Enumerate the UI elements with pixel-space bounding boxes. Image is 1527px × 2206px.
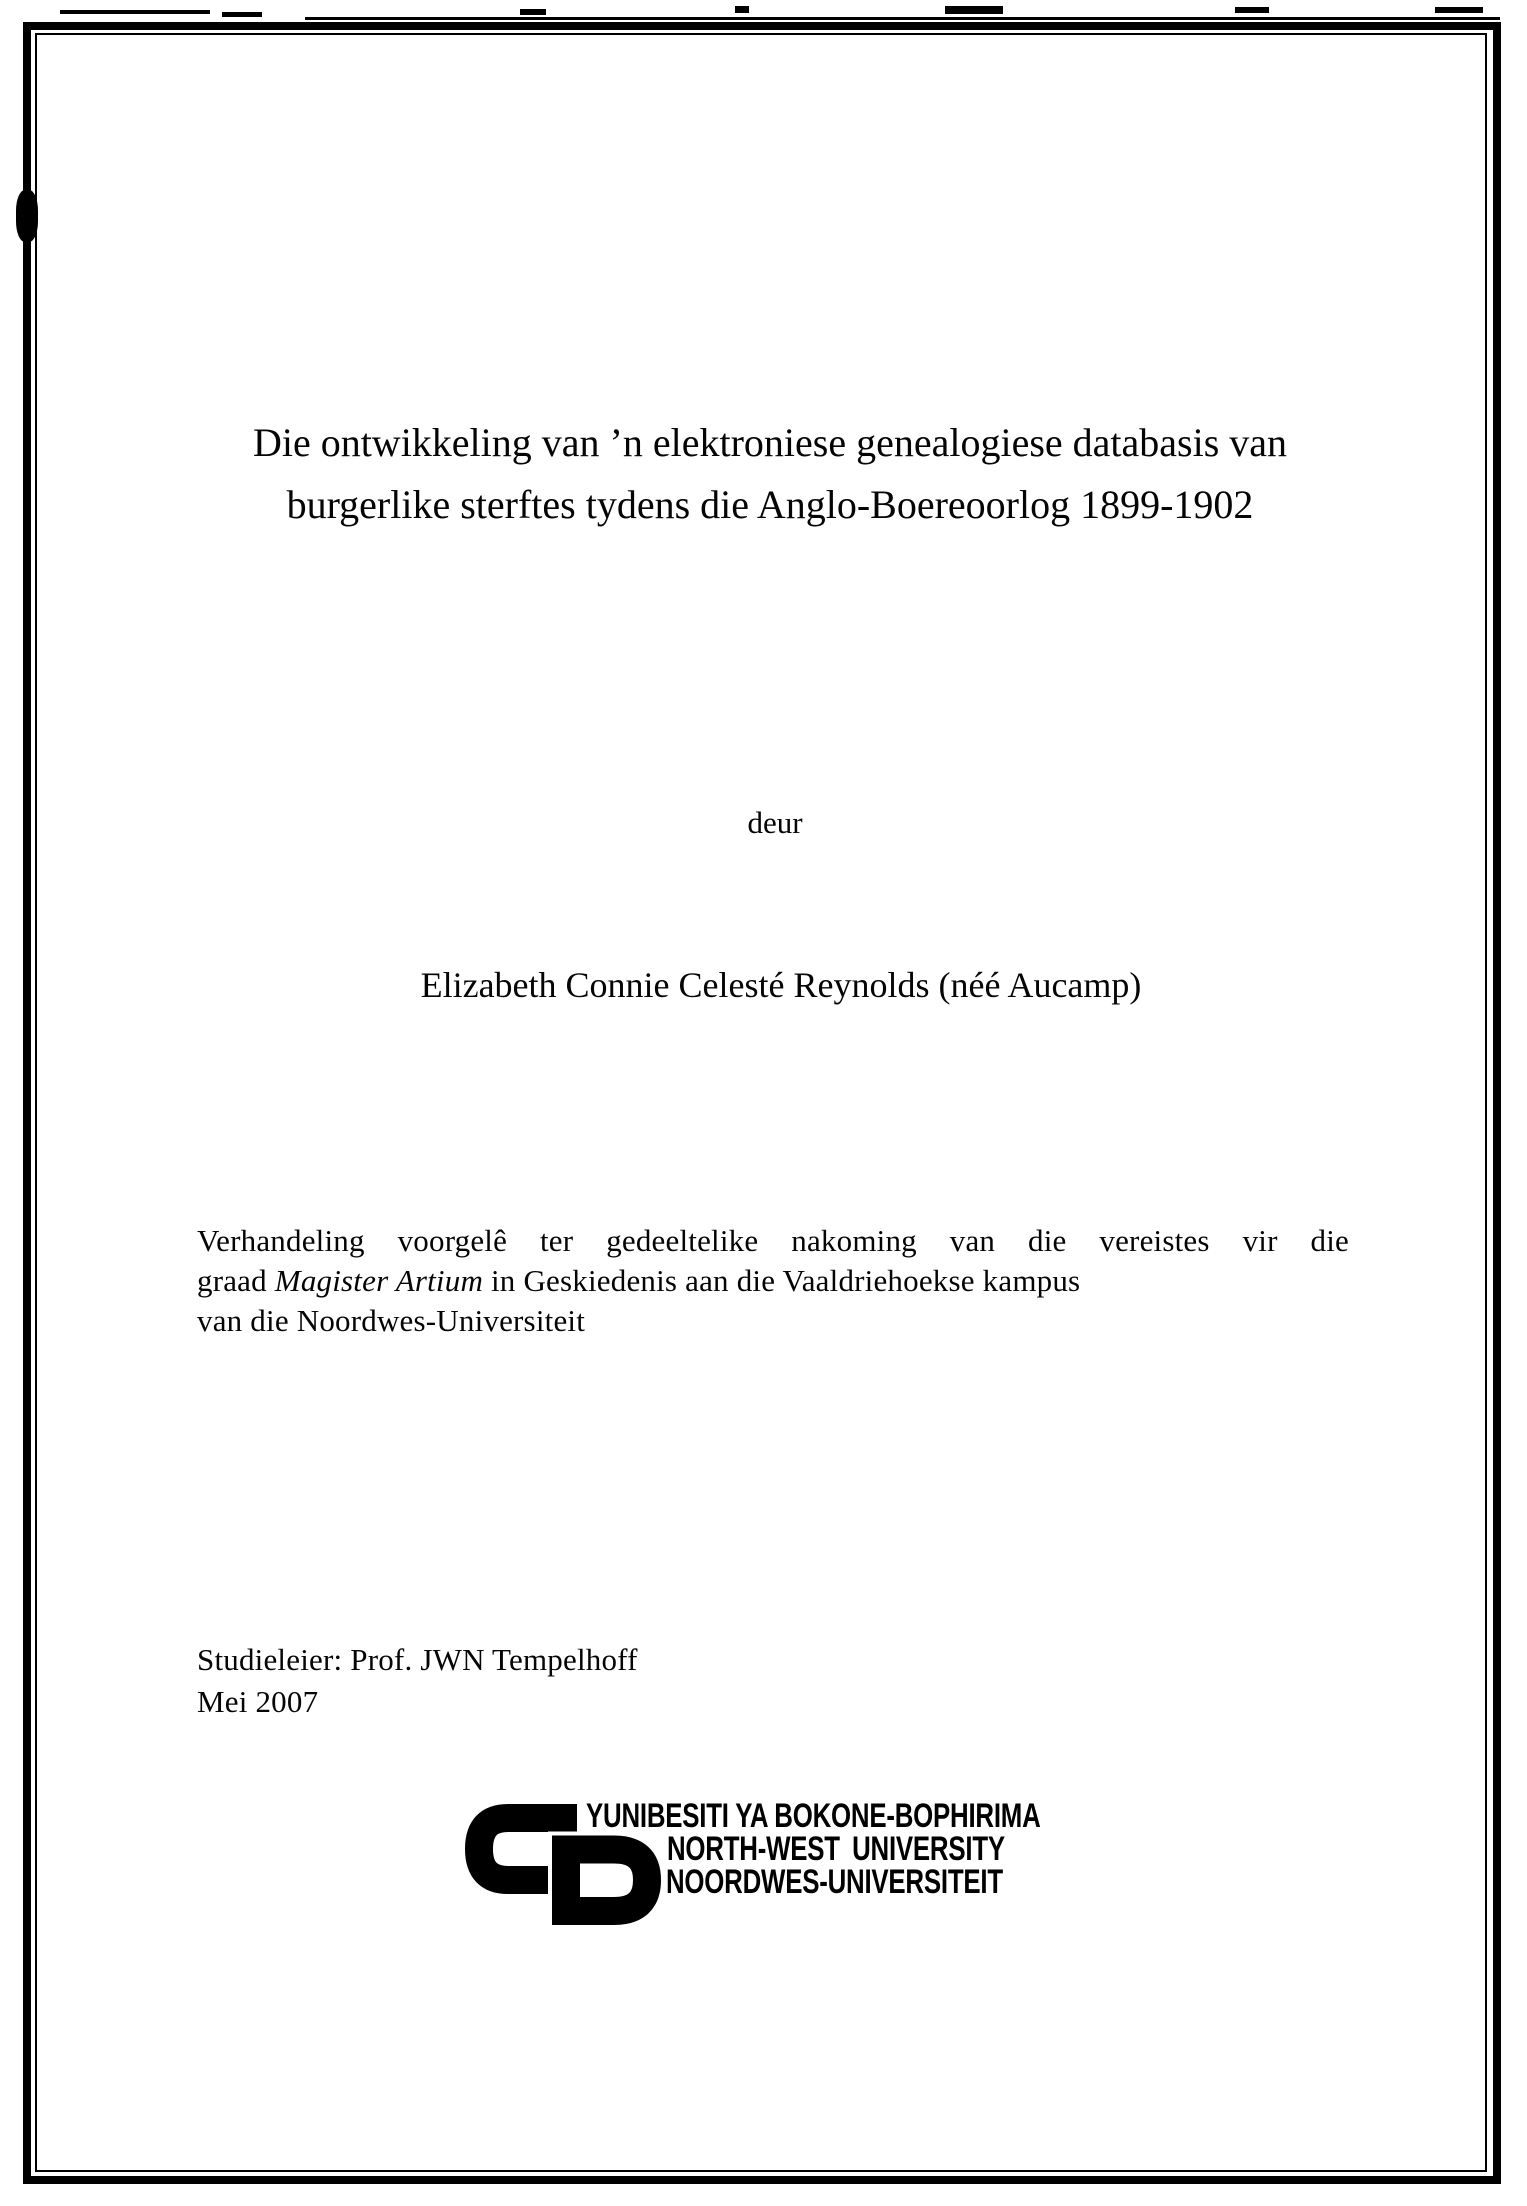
statement-line2-degree: Magister Artium [274, 1263, 484, 1298]
scan-artifact [1235, 7, 1269, 13]
scan-artifact [520, 9, 546, 15]
logo-line-afrikaans: NOORDWES-UNIVERSITEIT [666, 1863, 1003, 1901]
author-name: Elizabeth Connie Celesté Reynolds (néé Aucamp) [420, 965, 1142, 1005]
scan-artifact [305, 17, 1500, 20]
scan-artifact [16, 190, 38, 242]
statement-line2-pre: graad [197, 1263, 275, 1298]
statement-line2 [197, 1261, 1349, 1301]
date-line: Mei 2007 [197, 1684, 319, 1719]
statement-line3: van die Noordwes-Universiteit [197, 1303, 586, 1338]
supervisor-line: Studieleier: Prof. JWN Tempelhoff [197, 1642, 638, 1677]
thesis-title-line1: Die ontwikkeling van ’n elektroniese genealogiese databasis van [252, 420, 1288, 465]
statement-line2-post: in Geskiedenis aan die Vaaldriehoekse kampus [483, 1263, 1081, 1298]
scan-artifact [945, 6, 1003, 14]
statement-line1: Verhandeling voorgelê ter gedeeltelike nakoming van die vereistes vir die [197, 1223, 1349, 1258]
scan-artifact [222, 12, 262, 17]
scan-artifact [1435, 7, 1483, 13]
supervisor-block [197, 1639, 638, 1723]
logo-line-english: NORTH-WEST UNIVERSITY [667, 1830, 1005, 1868]
scan-artifact [60, 10, 210, 14]
byline-deur: deur [747, 805, 803, 840]
thesis-statement [197, 1221, 1349, 1341]
scan-artifact [735, 6, 749, 13]
logo-line-setswana: YUNIBESITI YA BOKONE-BOPHIRIMA [586, 1797, 1041, 1835]
thesis-title-line2: burgerlike sterftes tydens die Anglo-Boereoorlog 1899-1902 [286, 482, 1254, 527]
